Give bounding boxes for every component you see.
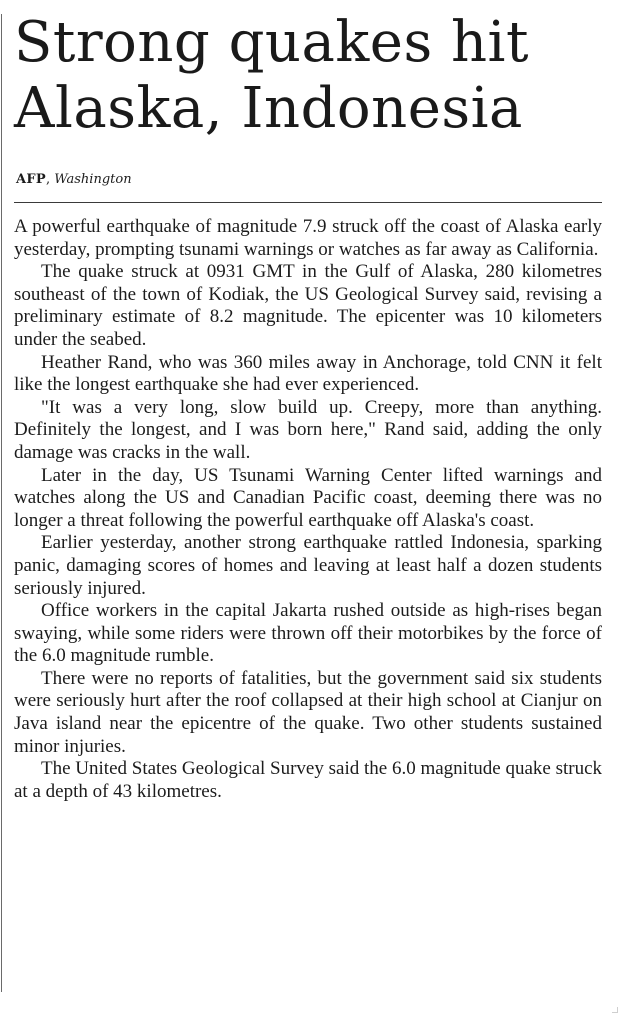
paragraph: A powerful earthquake of magnitude 7.9 struck off the coast of Alaska early yesterday, prompting tsunami warnings or watches as far away as California. (14, 216, 602, 260)
byline-divider (14, 202, 602, 203)
headline-line-1: Strong quakes hit (14, 10, 529, 75)
byline-location: Washington (54, 172, 132, 187)
paragraph: The quake struck at 0931 GMT in the Gulf of Alaska, 280 kilometres southeast of the town of Kodiak, the US Geological Survey said, revising a preliminary estimate of 8.2 magnitude. The epicenter was 10 kilometers under the seabed. (14, 261, 602, 350)
paragraph: Earlier yesterday, another strong earthquake rattled Indonesia, sparking panic, damaging scores of homes and leaving at least half a dozen students seriously injured. (14, 532, 602, 599)
paragraph: Heather Rand, who was 360 miles away in Anchorage, told CNN it felt like the longest earthquake she had ever experienced. (14, 351, 602, 396)
paragraph: There were no reports of fatalities, but the government said six students were seriously hurt after the roof collapsed at their high school at Cianjur on Java island near the epicentre of the quake. Two other students sustained minor injuries. (14, 667, 602, 757)
headline-line-2: Alaska, Indonesia (14, 76, 523, 141)
headline (14, 10, 614, 142)
byline (16, 172, 132, 188)
paragraph: Office workers in the capital Jakarta rushed outside as high-rises began swaying, while some riders were thrown off their motorbikes by the force of the 6.0 magnitude rumble. (14, 600, 602, 667)
column-rule (1, 14, 2, 992)
byline-agency: AFP (16, 172, 46, 187)
byline-separator: , (46, 172, 51, 187)
crop-mark (612, 1007, 618, 1013)
paragraph: The United States Geological Survey said the 6.0 magnitude quake struck at a depth of 43 kilometres. (14, 758, 602, 802)
paragraph: Later in the day, US Tsunami Warning Center lifted warnings and watches along the US and Canadian Pacific coast, deeming there was no longer a threat following the powerful earthquake off Alaska's coast. (14, 464, 602, 531)
article-body (14, 216, 602, 803)
paragraph: "It was a very long, slow build up. Creepy, more than anything. Definitely the longest, and I was born here," Rand said, adding the only damage was cracks in the wall. (14, 396, 602, 463)
